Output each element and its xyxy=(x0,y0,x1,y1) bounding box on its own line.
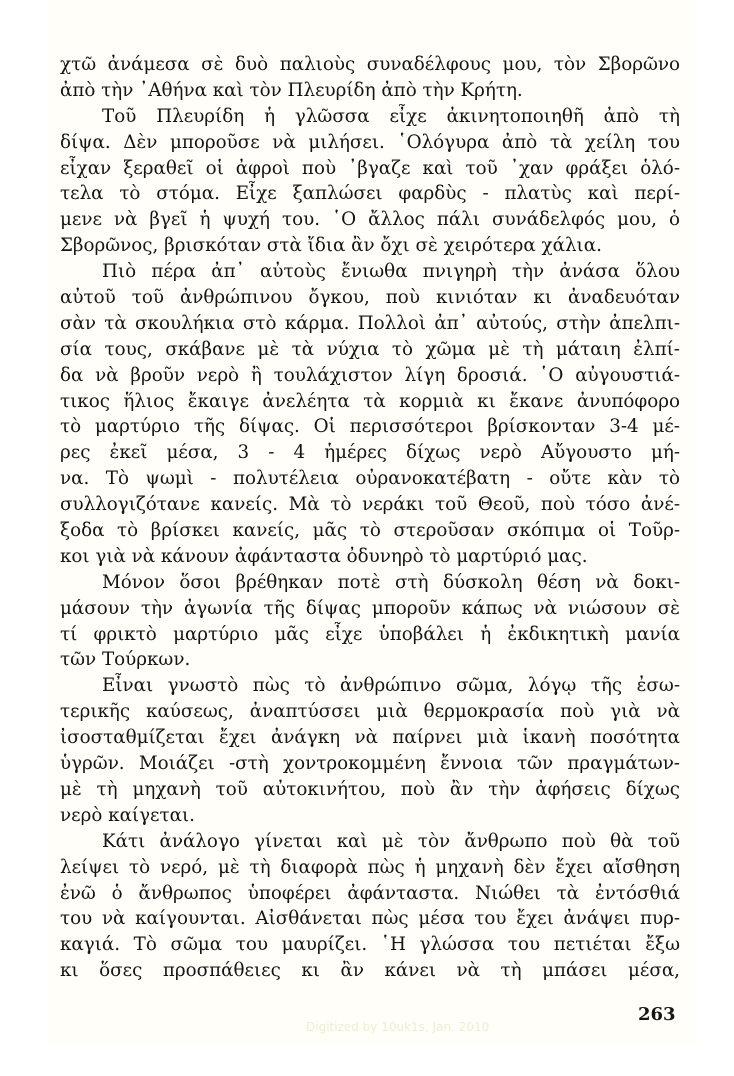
text-line: ὑγρῶν. Μοιάζει -στὴ χοντροκομμένη ἔννοια τῶν πραγμάτων- xyxy=(60,753,680,775)
text-line: ξοδα τὸ βρίσκει κανείς, μᾶς τὸ στεροῦσαν σκόπιμα οἱ Τοῦρ- xyxy=(60,520,680,542)
text-line: δα νὰ βροῦν νερὸ ἢ τουλάχιστον λίγη δροσιά. ῾Ο αὐγουστιά- xyxy=(60,364,680,386)
text-line: μὲ τὴ μηχανὴ τοῦ αὐτοκινήτου, ποὺ ἂν τὴν ἀφήσεις δίχως xyxy=(60,778,680,800)
text-line: δίψα. Δὲν μποροῦσε νὰ μιλήσει. ῾Ολόγυρα ἀπὸ τὰ χείλη του xyxy=(60,131,680,153)
text-line: ἐνῶ ὁ ἄνθρωπος ὑποφέρει ἀφάνταστα. Νιώθει τὰ ἐντόσθιά xyxy=(60,882,680,904)
text-line: τῶν Τούρκων. xyxy=(60,649,191,671)
text-line: τικος ἥλιος ἔκαιγε ἀνελέητα τὰ κορμιὰ κι ἔκανε ἀνυπόφορο xyxy=(60,390,680,412)
text-line: Κάτι ἀνάλογο γίνεται καὶ μὲ τὸν ἄνθρωπο ποὺ θὰ τοῦ xyxy=(102,830,680,852)
body-text xyxy=(60,52,680,984)
text-line: Μόνον ὅσοι βρέθηκαν ποτὲ στὴ δύσκολη θέση νὰ δοκι- xyxy=(102,571,680,593)
text-line: να. Τὸ ψωμὶ - πολυτέλεια οὐρανοκατέβατη - οὔτε κὰν τὸ xyxy=(60,468,680,490)
text-line: χτῶ ἀνάμεσα σὲ δυὸ παλιοὺς συναδέλφους μου, τὸν Σβορῶνο xyxy=(60,54,680,75)
text-line: ἀπὸ τὴν ᾿Αθήνα καὶ τὸν Πλευρίδη ἀπὸ τὴν Κρήτη. xyxy=(60,79,523,101)
text-line: τὸ μαρτύριο τῆς δίψας. Οἱ περισσότεροι βρίσκονταν 3-4 μέ- xyxy=(60,416,680,438)
text-line: Εἶναι γνωστὸ πὼς τὸ ἀνθρώπινο σῶμα, λόγῳ τῆς ἐσω- xyxy=(102,675,680,697)
text-line: λείψει τὸ νερό, μὲ τὴ διαφορὰ πὼς ἡ μηχανὴ δὲν ἔχει αἴσθηση xyxy=(60,856,680,878)
text-line: νερὸ καίγεται. xyxy=(60,804,195,826)
text-line: καγιά. Τὸ σῶμα του μαυρίζει. ῾Η γλώσσα του πετιέται ἔξω xyxy=(60,934,680,956)
text-line: Σβορῶνος, βρισκόταν στὰ ἴδια ἂν ὄχι σὲ χειρότερα χάλια. xyxy=(60,235,602,257)
text-line: κι ὅσες προσπάθειες κι ἂν κάνει νὰ τὴ μπάσει μέσα, xyxy=(60,960,680,982)
text-line: μάσουν τὴν ἀγωνία τῆς δίψας μποροῦν κάπως νὰ νιώσουν σὲ xyxy=(60,597,680,619)
text-line: κοι γιὰ νὰ κάνουν ἀφάνταστα ὀδυνηρὸ τὸ μαρτύριό μας. xyxy=(60,545,588,567)
text-line: Πιὸ πέρα ἀπ᾿ αὐτοὺς ἔνιωθα πνιγηρὴ τὴν ἀνάσα ὅλου xyxy=(102,261,680,283)
text-line: τί φρικτὸ μαρτύριο μᾶς εἶχε ὑποβάλει ἡ ἐκδικητικὴ μανία xyxy=(60,623,680,645)
text-line: ἰσοσταθμίζεται ἔχει ἀνάγκη νὰ παίρνει μιὰ ἱκανὴ ποσότητα xyxy=(60,727,680,749)
text-line: του νὰ καίγουνται. Αἰσθάνεται πὼς μέσα του ἔχει ἀνάψει πυρ- xyxy=(60,908,680,930)
text-line: σὰν τὰ σκουλήκια στὸ κάρμα. Πολλοὶ ἀπ᾿ αὐτούς, στὴν ἀπελπι- xyxy=(60,312,680,334)
digitization-watermark: Digitized by 10uk1s, Jan. 2010 xyxy=(306,1020,490,1034)
text-line: ρες ἐκεῖ μέσα, 3 - 4 ἡμέρες δίχως νερὸ Αὔγουστο μή- xyxy=(60,442,680,464)
text-line: Τοῦ Πλευρίδη ἡ γλῶσσα εἶχε ἀκινητοποιηθῆ ἀπὸ τὴ xyxy=(102,105,680,127)
text-line: μενε νὰ βγεῖ ἡ ψυχή του. ῾Ο ἄλλος πάλι συνάδελφός μου, ὁ xyxy=(60,209,680,231)
page-number: 263 xyxy=(638,1004,676,1025)
text-line: τερικῆς καύσεως, ἀναπτύσσει μιὰ θερμοκρασία ποὺ γιὰ νὰ xyxy=(60,701,680,723)
text-line: αὐτοῦ τοῦ ἀνθρώπινου ὄγκου, ποὺ κινιόταν κι ἀναδευόταν xyxy=(60,287,680,309)
text-line: εἶχαν ξεραθεῖ οἱ ἀφροὶ ποὺ ᾿βγαζε καὶ τοῦ ᾿χαν φράξει ὁλό- xyxy=(60,157,680,179)
text-line: συλλογιζότανε κανείς. Μὰ τὸ νεράκι τοῦ Θεοῦ, ποὺ τόσο ἀνέ- xyxy=(60,494,680,516)
text-line: τελα τὸ στόμα. Εἶχε ξαπλώσει φαρδὺς - πλατὺς καὶ περί- xyxy=(60,183,680,205)
text-line: σία τους, σκάβανε μὲ τὰ νύχια τὸ χῶμα μὲ τὴ μάταιη ἐλπί- xyxy=(60,338,680,360)
